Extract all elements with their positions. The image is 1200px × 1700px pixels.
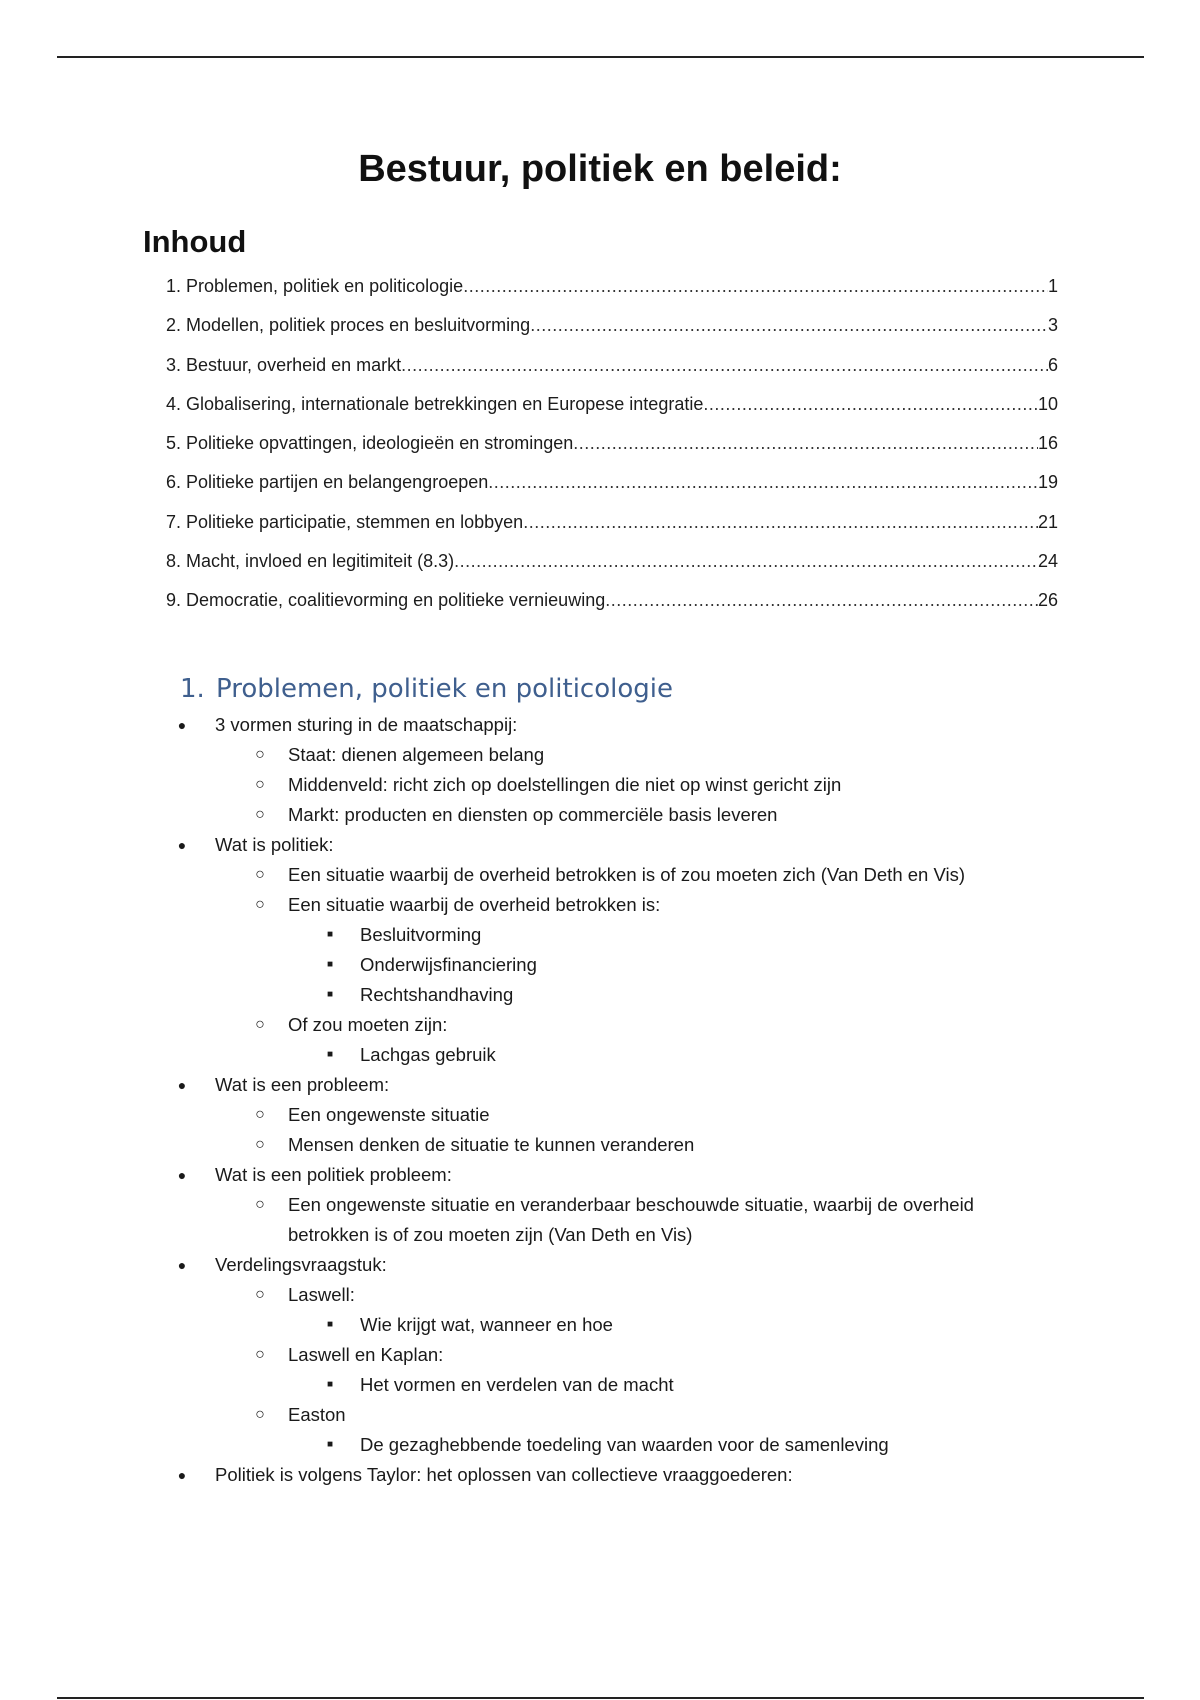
toc-heading: Inhoud xyxy=(143,224,247,259)
list-item-text: 3 vormen sturing in de maatschappij: xyxy=(215,714,518,735)
toc-page-number: 26 xyxy=(1037,590,1058,611)
list-item-text: Laswell en Kaplan: xyxy=(288,1344,444,1365)
list-item xyxy=(0,1160,1200,1190)
list-item xyxy=(0,1040,1200,1070)
toc-entry[interactable] xyxy=(166,315,1058,354)
bullet-disc-icon: ● xyxy=(177,1257,187,1273)
list-item xyxy=(0,770,1200,800)
list-item-text: Wat is een politiek probleem: xyxy=(215,1164,452,1185)
list-item xyxy=(0,1190,1200,1250)
list-item-text: Verdelingsvraagstuk: xyxy=(215,1254,387,1275)
list-item xyxy=(0,890,1200,920)
bullet-square-icon: ■ xyxy=(326,959,334,970)
toc-leader-dots xyxy=(523,512,1038,533)
list-item-text: Wat is politiek: xyxy=(215,834,334,855)
list-item xyxy=(0,1400,1200,1430)
list-item-text: Lachgas gebruik xyxy=(360,1044,496,1065)
list-item-text: Het vormen en verdelen van de macht xyxy=(360,1374,674,1395)
list-item-text: Wie krijgt wat, wanneer en hoe xyxy=(360,1314,613,1335)
bullet-circle-icon: ○ xyxy=(255,806,265,823)
list-item-text: Een situatie waarbij de overheid betrokken is: xyxy=(288,894,661,915)
list-item xyxy=(0,1010,1200,1040)
list-item xyxy=(0,710,1200,740)
list-item-text: De gezaghebbende toedeling van waarden voor de samenleving xyxy=(360,1434,889,1455)
toc-leader-dots xyxy=(703,394,1038,415)
toc-leader-dots xyxy=(463,276,1048,297)
list-item xyxy=(0,950,1200,980)
toc-entry-text: 7. Politieke participatie, stemmen en lobbyen xyxy=(166,511,524,532)
list-item-text: Een situatie waarbij de overheid betrokken is of zou moeten zich (Van Deth en Vis) xyxy=(288,864,965,885)
bullet-disc-icon: ● xyxy=(177,1467,187,1483)
list-item-text: Laswell: xyxy=(288,1284,355,1305)
section-heading-text: Problemen, politiek en politicologie xyxy=(216,674,673,704)
toc-page-number: 10 xyxy=(1037,393,1058,414)
list-item xyxy=(0,1250,1200,1280)
bullet-disc-icon: ● xyxy=(177,1167,187,1183)
bullet-square-icon: ■ xyxy=(326,1439,334,1450)
toc-leader-dots xyxy=(488,472,1038,493)
table-of-contents xyxy=(166,276,1058,630)
list-item-text: Easton xyxy=(288,1404,346,1425)
toc-entry-text: 8. Macht, invloed en legitimiteit (8.3) xyxy=(166,551,455,572)
toc-leader-dots xyxy=(454,551,1038,572)
bullet-circle-icon: ○ xyxy=(255,1016,265,1033)
list-item xyxy=(0,740,1200,770)
list-item xyxy=(0,1100,1200,1130)
bullet-square-icon: ■ xyxy=(326,1319,334,1330)
bullet-circle-icon: ○ xyxy=(255,1136,265,1153)
list-item xyxy=(0,860,1200,890)
toc-entry[interactable] xyxy=(166,551,1058,590)
bullet-circle-icon: ○ xyxy=(255,896,265,913)
list-item-text: Een ongewenste situatie en veranderbaar beschouwde situatie, waarbij de overheid betrokken is of zou moeten zijn (Van Deth en Vis) xyxy=(288,1194,974,1245)
bullet-circle-icon: ○ xyxy=(255,1196,265,1213)
toc-leader-dots xyxy=(530,315,1048,336)
bullet-circle-icon: ○ xyxy=(255,866,265,883)
list-item xyxy=(0,1460,1200,1490)
list-item-text: Mensen denken de situatie te kunnen veranderen xyxy=(288,1134,695,1155)
list-item-text: Staat: dienen algemeen belang xyxy=(288,744,545,765)
header-rule xyxy=(57,56,1144,58)
list-item-text: Politiek is volgens Taylor: het oplossen van collectieve vraaggoederen: xyxy=(215,1464,793,1485)
toc-entry-text: 3. Bestuur, overheid en markt xyxy=(166,354,402,375)
section-heading xyxy=(180,674,673,704)
list-item-text: Een ongewenste situatie xyxy=(288,1104,490,1125)
toc-entry[interactable] xyxy=(166,472,1058,511)
bullet-circle-icon: ○ xyxy=(255,1286,265,1303)
list-item xyxy=(0,1280,1200,1310)
list-item xyxy=(0,1370,1200,1400)
toc-page-number: 24 xyxy=(1037,551,1058,572)
list-item xyxy=(0,830,1200,860)
bullet-circle-icon: ○ xyxy=(255,1346,265,1363)
toc-page-number: 3 xyxy=(1047,315,1058,336)
toc-entry[interactable] xyxy=(166,276,1058,315)
list-item xyxy=(0,1430,1200,1460)
toc-entry-text: 9. Democratie, coalitievorming en politieke vernieuwing xyxy=(166,590,606,611)
list-item-text: Of zou moeten zijn: xyxy=(288,1014,448,1035)
list-item xyxy=(0,1130,1200,1160)
section-content xyxy=(0,710,1200,1490)
list-item-text: Middenveld: richt zich op doelstellingen die niet op winst gericht zijn xyxy=(288,774,842,795)
list-item xyxy=(0,1070,1200,1100)
bullet-disc-icon: ● xyxy=(177,837,187,853)
document-title: Bestuur, politiek en beleid: xyxy=(358,148,842,190)
toc-leader-dots xyxy=(573,433,1038,454)
toc-leader-dots xyxy=(605,590,1038,611)
bullet-circle-icon: ○ xyxy=(255,746,265,763)
bullet-circle-icon: ○ xyxy=(255,1106,265,1123)
list-item xyxy=(0,800,1200,830)
list-item xyxy=(0,1310,1200,1340)
toc-leader-dots xyxy=(401,355,1048,376)
toc-entry[interactable] xyxy=(166,355,1058,394)
list-item-text: Besluitvorming xyxy=(360,924,482,945)
toc-entry[interactable] xyxy=(166,394,1058,433)
bullet-circle-icon: ○ xyxy=(255,1406,265,1423)
bullet-circle-icon: ○ xyxy=(255,776,265,793)
toc-entry-text: 4. Globalisering, internationale betrekkingen en Europese integratie xyxy=(166,393,704,414)
toc-entry-text: 5. Politieke opvattingen, ideologieën en stromingen xyxy=(166,433,574,454)
toc-entry[interactable] xyxy=(166,590,1058,629)
footer-rule xyxy=(57,1697,1144,1699)
toc-page-number: 16 xyxy=(1037,433,1058,454)
list-item xyxy=(0,980,1200,1010)
bullet-disc-icon: ● xyxy=(177,717,187,733)
list-item xyxy=(0,920,1200,950)
toc-entry[interactable] xyxy=(166,512,1058,551)
section-number: 1. xyxy=(180,674,205,704)
toc-entry[interactable] xyxy=(166,433,1058,472)
list-item xyxy=(0,1340,1200,1370)
toc-page-number: 19 xyxy=(1037,472,1058,493)
bullet-square-icon: ■ xyxy=(326,1049,334,1060)
list-item-text: Rechtshandhaving xyxy=(360,984,514,1005)
toc-page-number: 21 xyxy=(1037,511,1058,532)
toc-entry-text: 2. Modellen, politiek proces en besluitvorming xyxy=(166,315,531,336)
bullet-square-icon: ■ xyxy=(326,1379,334,1390)
toc-page-number: 1 xyxy=(1047,276,1058,296)
bullet-disc-icon: ● xyxy=(177,1077,187,1093)
bullet-square-icon: ■ xyxy=(326,929,334,940)
bullet-square-icon: ■ xyxy=(326,989,334,1000)
list-item-text: Markt: producten en diensten op commerciële basis leveren xyxy=(288,804,778,825)
toc-entry-text: 1. Problemen, politiek en politicologie xyxy=(166,276,464,296)
list-item-text: Onderwijsfinanciering xyxy=(360,954,537,975)
toc-page-number: 6 xyxy=(1047,354,1058,375)
toc-entry-text: 6. Politieke partijen en belangengroepen xyxy=(166,472,489,493)
list-item-text: Wat is een probleem: xyxy=(215,1074,390,1095)
